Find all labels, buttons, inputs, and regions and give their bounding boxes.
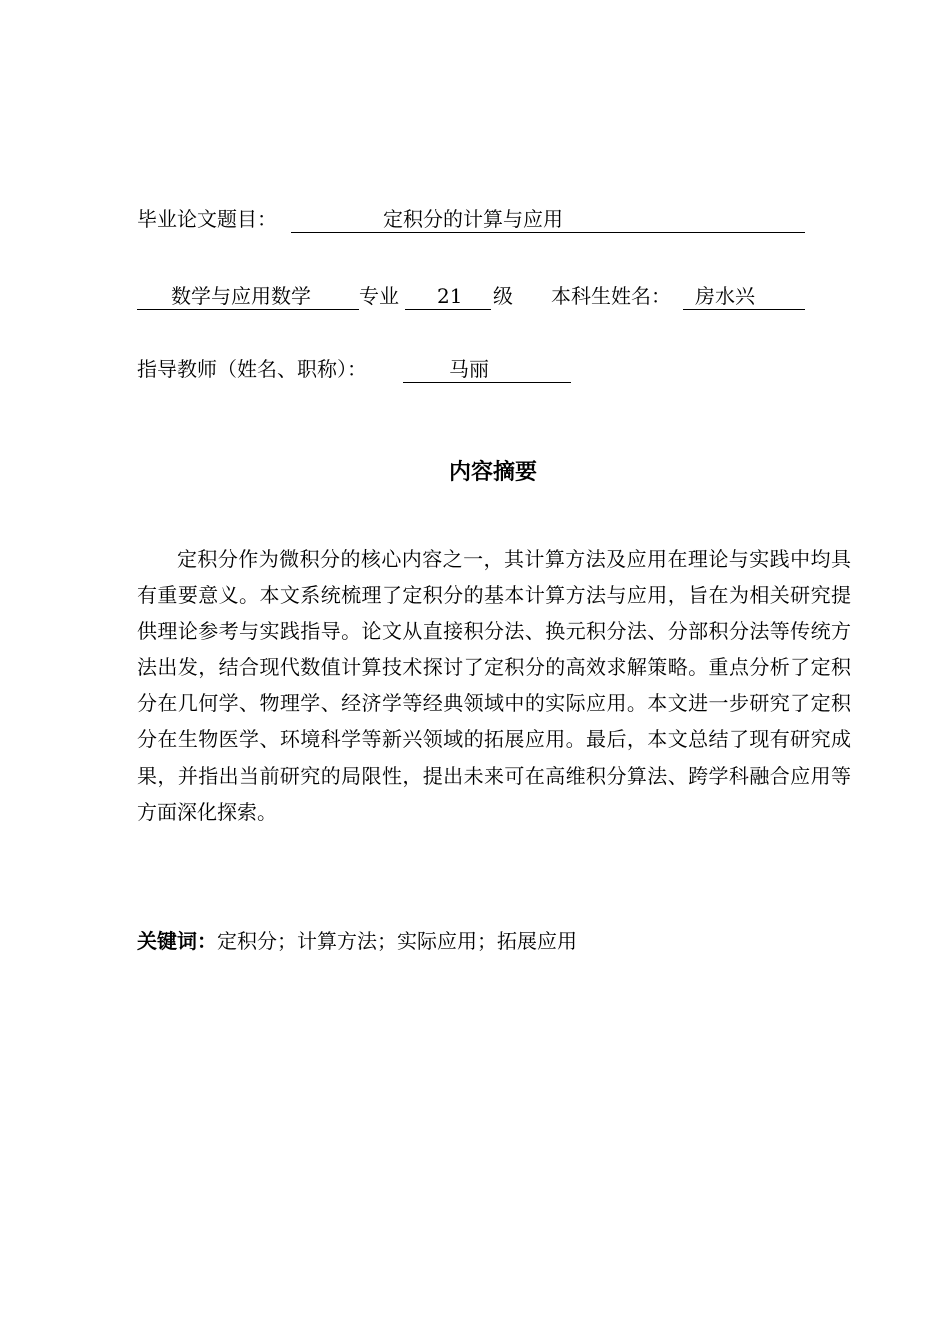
thesis-title-label: 毕业论文题目： bbox=[137, 207, 277, 231]
major-label: 专业 bbox=[359, 284, 399, 308]
thesis-title-value: 定积分的计算与应用 bbox=[383, 207, 563, 231]
grade-label: 级 bbox=[493, 284, 513, 308]
thesis-title-field bbox=[291, 204, 805, 233]
advisor-value: 马丽 bbox=[449, 357, 489, 381]
keywords-label: 关键词： bbox=[137, 929, 217, 953]
grade-value: 21 bbox=[437, 284, 463, 308]
abstract-heading: 内容摘要 bbox=[448, 460, 537, 485]
abstract-body: 定积分作为微积分的核心内容之一，其计算方法及应用在理论与实践中均具有重要意义。本文系统梳理了定积分的基本计算方法与应用，旨在为相关研究提供理论参考与实践指导。论文从直接积分法、换元积分法、分部积分法等传统方法出发，结合现代数值计算技术探讨了定积分的高效求解策略。重点分析了定积分在几何学、物理学、经济学等经典领域中的实际应用。本文进一步研究了定积分在生物医学、环境科学等新兴领域的拓展应用。最后，本文总结了现有研究成果，并指出当前研究的局限性，提出未来可在高维积分算法、跨学科融合应用等方面深化探索。 bbox=[137, 547, 851, 824]
student-name-field bbox=[683, 281, 805, 310]
grade-field bbox=[405, 281, 491, 310]
keywords-value: 定积分；计算方法；实际应用；拓展应用 bbox=[217, 929, 577, 953]
major-field bbox=[137, 281, 359, 310]
keywords-line bbox=[137, 925, 851, 957]
advisor-field bbox=[403, 354, 571, 383]
student-name-value: 房水兴 bbox=[695, 284, 755, 308]
advisor-label: 指导教师（姓名、职称）： bbox=[137, 357, 367, 381]
student-name-label: 本科生姓名： bbox=[551, 284, 671, 308]
major-value: 数学与应用数学 bbox=[171, 284, 311, 308]
